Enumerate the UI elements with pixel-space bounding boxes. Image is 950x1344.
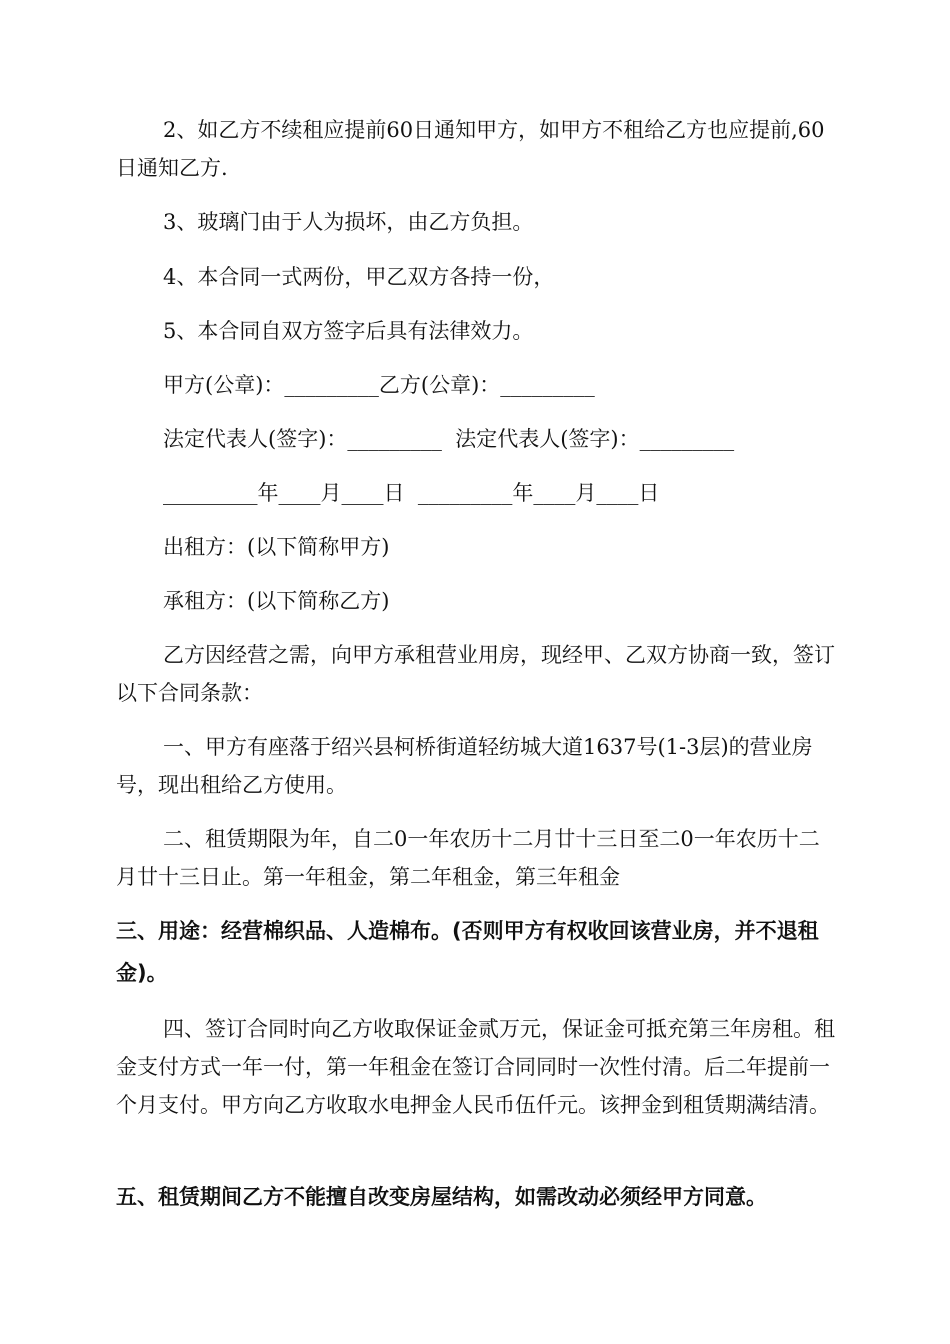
date-line: _________年____月____日 _________年____月____日	[163, 481, 660, 505]
representative-signature-line: 法定代表人(签字)：_________ 法定代表人(签字)：_________	[163, 427, 735, 451]
clause-3: 3、玻璃门由于人为损坏，由乙方负担。	[163, 210, 534, 234]
clause-4: 4、本合同一式两份，甲乙双方各持一份，	[163, 265, 555, 289]
lessee-line: 承租方：(以下简称乙方)	[163, 589, 390, 613]
article-three: 三、用途：经营棉织品、人造棉布。(否则甲方有权收回该营业房，并不退租金)。	[116, 919, 819, 985]
clause-2: 2、如乙方不续租应提前60日通知甲方，如甲方不租给乙方也应提前,60日通知乙方.	[116, 118, 825, 180]
article-five: 五、租赁期间乙方不能擅自改变房屋结构，如需改动必须经甲方同意。	[116, 1185, 767, 1209]
party-seal-line: 甲方(公章)：_________乙方(公章)：_________	[163, 373, 595, 397]
intro-paragraph: 乙方因经营之需，向甲方承租营业用房，现经甲、乙双方协商一致，签订以下合同条款：	[116, 643, 835, 705]
article-one: 一、甲方有座落于绍兴县柯桥街道轻纺城大道1637号(1-3层)的营业房号，现出租给乙方使用。	[116, 735, 813, 797]
article-four: 四、签订合同时向乙方收取保证金贰万元，保证金可抵充第三年房租。租金支付方式一年一付，第一年租金在签订合同同时一次性付清。后二年提前一个月支付。甲方向乙方收取水电押金人民币伍仟元。该押金到租赁期满结清。	[116, 1017, 835, 1117]
clause-5: 5、本合同自双方签字后具有法律效力。	[163, 319, 534, 343]
lessor-line: 出租方：(以下简称甲方)	[163, 535, 390, 559]
article-two: 二、租赁期限为年，自二0一年农历十二月廿十三日至二0一年农历十二月廿十三日止。第一年租金，第二年租金，第三年租金	[116, 827, 820, 889]
